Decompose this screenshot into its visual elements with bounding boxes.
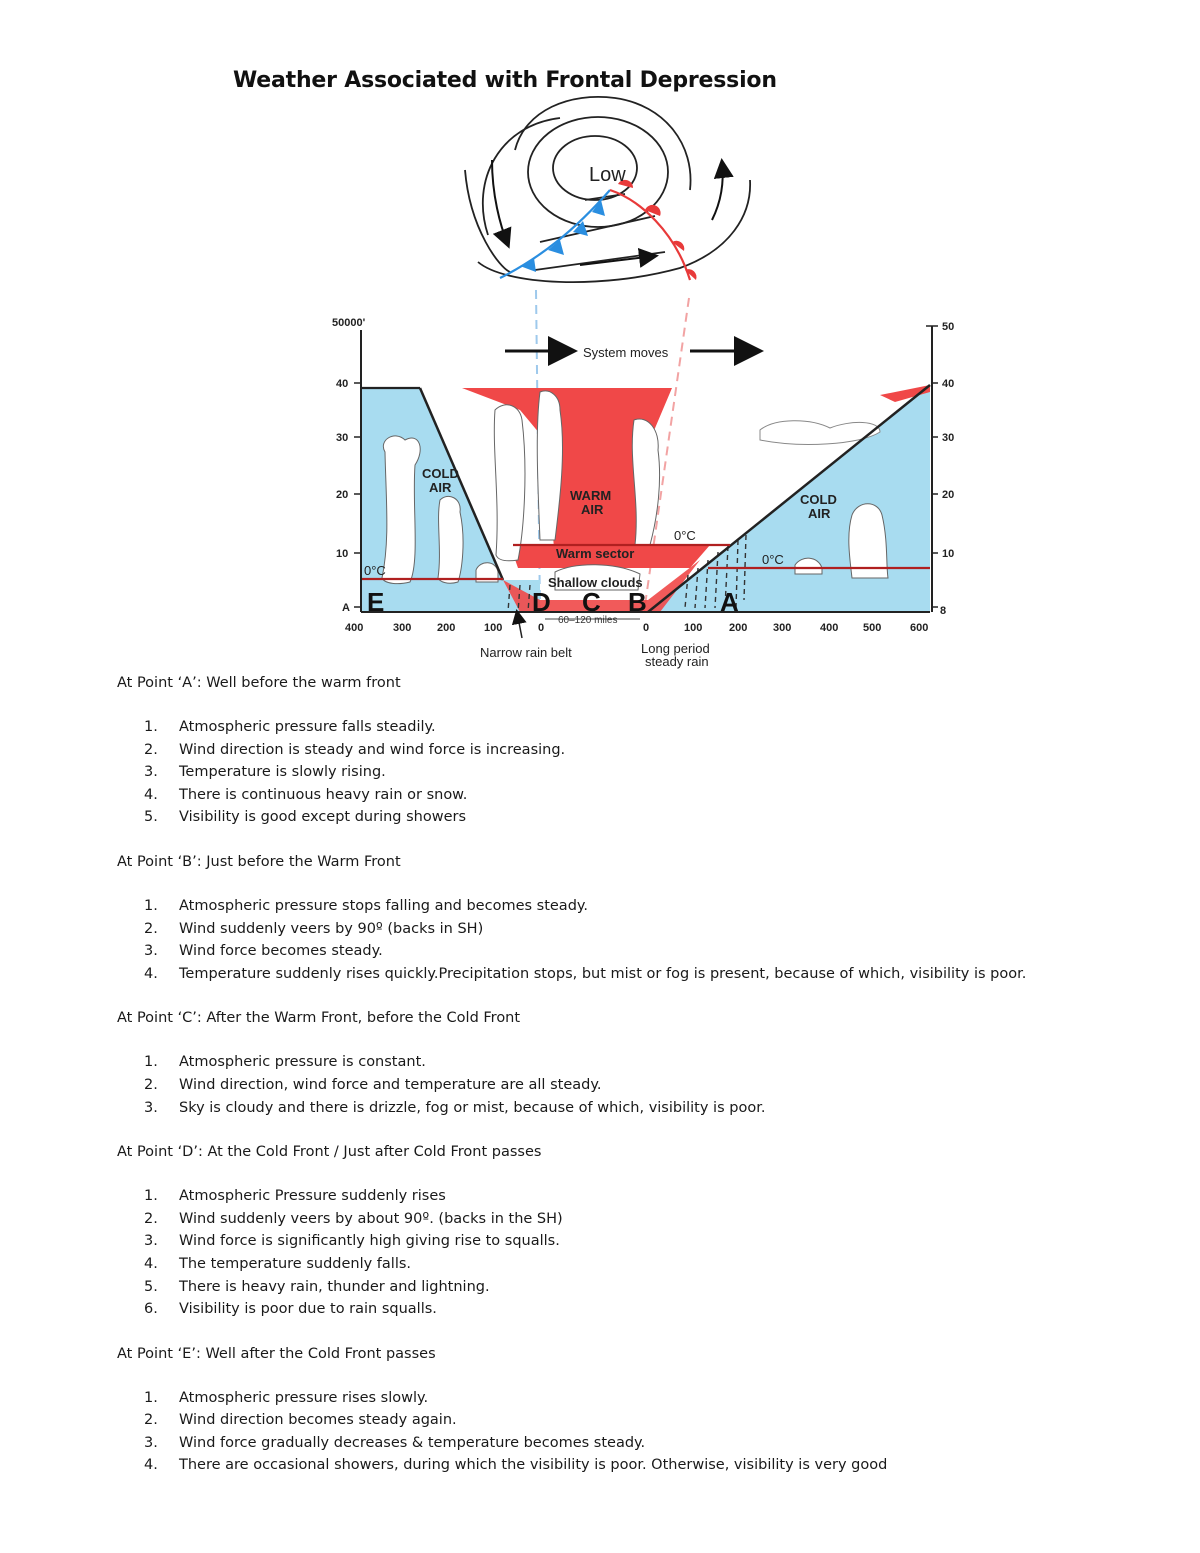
list-item: 5. Visibility is good except during showers	[144, 809, 467, 826]
list-item-text: Wind force becomes steady.	[179, 943, 383, 960]
list-item-text: Temperature suddenly rises quickly.Precipitation stops, but mist or fog is present, because of which, visibility is poor.	[179, 965, 1027, 982]
list-item-text: There is heavy rain, thunder and lightning.	[179, 1278, 490, 1295]
list-item: 3. Wind force is significantly high giving rise to squalls.	[144, 1233, 560, 1250]
item-list	[117, 1051, 1167, 1119]
left-axis-ticks	[354, 383, 361, 607]
cloud	[849, 504, 888, 578]
section-heading: At Point ‘C’: After the Warm Front, before the Cold Front	[117, 1010, 521, 1027]
warm-front-semicircle	[645, 205, 661, 216]
left-axis-label: 20	[336, 489, 349, 501]
item-list	[117, 895, 1167, 985]
list-item: 1. Atmospheric pressure rises slowly.	[144, 1389, 429, 1406]
system-moves-label: System moves	[583, 345, 669, 360]
shallow-clouds-label: Shallow clouds	[548, 575, 643, 590]
x-axis-label: 400	[345, 622, 364, 634]
zero-c-label: 0°C	[364, 563, 386, 578]
list-item: 3. Sky is cloudy and there is drizzle, fog or mist, because of which, visibility is poor.	[144, 1099, 766, 1116]
list-item: 1. Atmospheric Pressure suddenly rises	[144, 1188, 446, 1205]
list-item-text: Sky is cloudy and there is drizzle, fog or mist, because of which, visibility is poor.	[179, 1099, 766, 1116]
miles-label: 60–120 miles	[558, 615, 618, 626]
warm-air-label: AIR	[581, 502, 604, 517]
list-item-text: There are occasional showers, during which the visibility is poor. Otherwise, visibility is very good	[179, 1457, 888, 1474]
list-item-text: Visibility is poor due to rain squalls.	[179, 1301, 437, 1318]
section-point-c	[117, 1007, 1167, 1119]
list-item: 2. Wind direction becomes steady again.	[144, 1412, 457, 1429]
left-axis-label: 30	[336, 432, 349, 444]
list-item: 1. Atmospheric pressure stops falling and becomes steady.	[144, 897, 589, 914]
right-axis-label: 8	[940, 605, 947, 617]
low-label: Low	[589, 164, 626, 186]
list-item: 2. Wind suddenly veers by about 90º. (backs in the SH)	[144, 1210, 563, 1227]
cloud	[382, 436, 420, 584]
section-heading: At Point ‘E’: Well after the Cold Front passes	[117, 1345, 436, 1362]
narrow-rain-belt-label: Narrow rain belt	[480, 645, 572, 660]
rain-belt-pointer	[517, 612, 522, 638]
cold-air-right-label: AIR	[808, 506, 831, 521]
left-axis-label: A	[342, 602, 350, 614]
point-d-label: D	[532, 587, 551, 617]
zero-c-label: 0°C	[674, 528, 696, 543]
list-item-text: Wind direction becomes steady again.	[179, 1412, 457, 1429]
x-axis-label: 100	[684, 622, 703, 634]
cold-front-plan	[500, 190, 610, 278]
wind-arrow	[492, 160, 508, 245]
list-item-text: Wind suddenly veers by about 90º. (backs in the SH)	[179, 1210, 563, 1227]
right-axis-label: 20	[942, 489, 955, 501]
long-period-label: Long period	[641, 641, 710, 656]
list-item: 4. The temperature suddenly falls.	[144, 1255, 412, 1272]
list-item-text: Visibility is good except during showers	[179, 809, 467, 826]
right-axis-label: 40	[942, 378, 955, 390]
list-item-text: Wind direction, wind force and temperature are all steady.	[179, 1076, 602, 1093]
point-e-label: E	[367, 587, 385, 617]
x-axis-label: 0	[538, 622, 545, 634]
right-axis-label: 10	[942, 548, 955, 560]
isobar	[465, 170, 510, 272]
wind-arrow	[712, 162, 723, 220]
item-list	[117, 1185, 1167, 1321]
warm-sector-label: Warm sector	[556, 546, 635, 561]
list-item: 4. There is continuous heavy rain or snow.	[144, 786, 468, 803]
list-item-text: Atmospheric pressure rises slowly.	[179, 1389, 429, 1406]
list-item-text: Atmospheric pressure is constant.	[179, 1054, 426, 1071]
right-axis-label: 50	[942, 321, 955, 333]
x-axis-label: 600	[910, 622, 929, 634]
cold-air-left-label: AIR	[429, 480, 452, 495]
warm-front-plan	[610, 190, 690, 280]
list-item-text: Wind suddenly veers by 90º (backs in SH)	[179, 920, 484, 937]
item-list	[117, 716, 1167, 829]
list-item: 2. Wind direction is steady and wind force is increasing.	[144, 741, 566, 758]
cold-air-left-label: COLD	[422, 466, 459, 481]
list-item: 1. Atmospheric pressure is constant.	[144, 1054, 426, 1071]
list-item-text: Atmospheric pressure falls steadily.	[179, 719, 436, 735]
x-axis-label: 300	[393, 622, 412, 634]
list-item: 5. There is heavy rain, thunder and lightning.	[144, 1278, 490, 1295]
list-item: 3. Temperature is slowly rising.	[144, 764, 386, 781]
x-axis-label: 500	[863, 622, 882, 634]
list-item: 3. Wind force becomes steady.	[144, 943, 383, 960]
list-item-text: Wind force is significantly high giving rise to squalls.	[179, 1233, 560, 1250]
list-item-text: Temperature is slowly rising.	[179, 764, 386, 781]
warm-front-semicircle	[685, 269, 697, 280]
section-point-a	[117, 672, 1167, 829]
list-item-text: Atmospheric Pressure suddenly rises	[179, 1188, 446, 1205]
right-axis-label: 30	[942, 432, 955, 444]
list-item-text: The temperature suddenly falls.	[179, 1255, 412, 1272]
x-axis-label: 0	[643, 622, 650, 634]
x-axis-label: 100	[484, 622, 503, 634]
x-axis-label: 400	[820, 622, 839, 634]
list-item-text: Wind direction is steady and wind force is increasing.	[179, 741, 566, 758]
section-heading: At Point ‘A’: Well before the warm front	[117, 675, 401, 691]
cross-section	[332, 317, 954, 669]
point-c-label: C	[582, 587, 601, 617]
cloud	[494, 405, 525, 561]
isobar	[535, 252, 665, 270]
cloud	[438, 496, 463, 583]
section-heading: At Point ‘D’: At the Cold Front / Just after Cold Front passes	[117, 1144, 542, 1161]
point-descriptions	[117, 672, 1167, 1499]
cold-air-right-label: COLD	[800, 492, 837, 507]
page-title: Weather Associated with Frontal Depression	[233, 68, 777, 93]
list-item: 6. Visibility is poor due to rain squalls.	[144, 1301, 437, 1318]
list-item: 4. Temperature suddenly rises quickly.Precipitation stops, but mist or fog is present, because of which, visibility is poor.	[144, 965, 1027, 982]
section-heading: At Point ‘B’: Just before the Warm Front	[117, 853, 401, 870]
left-axis-label: 40	[336, 378, 349, 390]
cold-front-triangle	[520, 258, 536, 272]
list-item: 1. Atmospheric pressure falls steadily.	[144, 719, 436, 735]
list-item-text: There is continuous heavy rain or snow.	[179, 786, 468, 803]
list-item: 4. There are occasional showers, during which the visibility is poor. Otherwise, visibility is very good	[144, 1457, 888, 1474]
list-item-text: Atmospheric pressure stops falling and becomes steady.	[179, 897, 589, 914]
list-item: 3. Wind force gradually decreases & temperature becomes steady.	[144, 1434, 646, 1451]
x-axis-label: 200	[437, 622, 456, 634]
point-b-label: B	[628, 587, 647, 617]
list-item-text: Wind force gradually decreases & temperature becomes steady.	[179, 1434, 646, 1451]
point-a-label: A	[720, 587, 739, 617]
warm-air-label: WARM	[570, 488, 612, 503]
wind-arrow	[580, 256, 655, 265]
list-item: 2. Wind suddenly veers by 90º (backs in SH)	[144, 920, 484, 937]
section-point-b	[117, 851, 1167, 985]
x-axis-label: 200	[729, 622, 748, 634]
x-axis-label: 300	[773, 622, 792, 634]
left-axis-label: 10	[336, 548, 349, 560]
zero-c-label: 0°C	[762, 552, 784, 567]
left-axis-top-label: 50000'	[332, 317, 366, 329]
long-period-label: steady rain	[645, 654, 709, 669]
frontal-depression-diagram	[0, 0, 1200, 680]
section-point-d	[117, 1141, 1167, 1321]
list-item: 2. Wind direction, wind force and temperature are all steady.	[144, 1076, 602, 1093]
item-list	[117, 1387, 1167, 1477]
isobar	[540, 216, 655, 242]
section-point-e	[117, 1343, 1167, 1477]
